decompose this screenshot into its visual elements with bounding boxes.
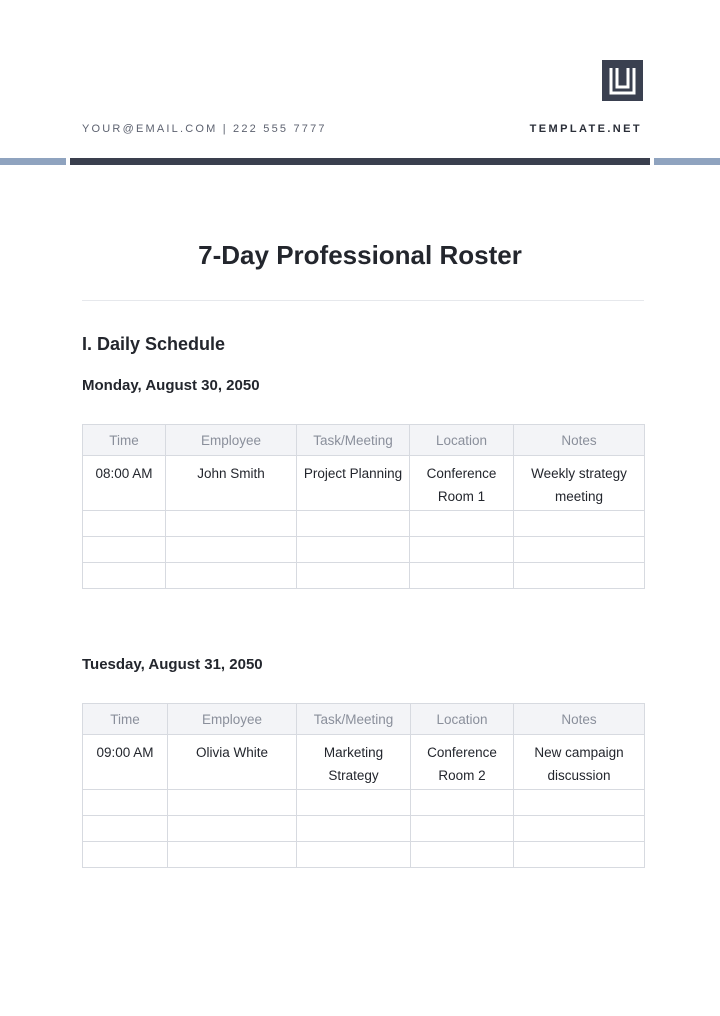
column-header-task: Task/Meeting <box>297 425 410 456</box>
cell-location <box>411 816 514 842</box>
cell-notes <box>514 511 645 537</box>
cell-time: 09:00 AM <box>83 735 168 790</box>
page-title: 7-Day Professional Roster <box>198 240 522 270</box>
cell-task <box>297 816 411 842</box>
cell-task <box>297 537 410 563</box>
column-header-time: Time <box>83 704 168 735</box>
table-row <box>83 790 645 816</box>
cell-location <box>410 511 514 537</box>
table-row <box>83 537 645 563</box>
cell-time <box>83 790 168 816</box>
table-header-row <box>83 425 645 456</box>
cell-location <box>411 790 514 816</box>
cell-employee: John Smith <box>166 456 297 511</box>
cell-employee <box>168 842 297 868</box>
cell-employee <box>166 511 297 537</box>
cell-employee <box>166 563 297 589</box>
header-accent-bar-left <box>0 158 66 165</box>
column-header-notes: Notes <box>514 425 645 456</box>
header-accent-bar-right <box>654 158 720 165</box>
title-divider <box>82 300 644 301</box>
table-row <box>83 456 645 511</box>
day-heading-monday: Monday, August 30, 2050 <box>82 377 260 394</box>
cell-task: Marketing Strategy <box>297 735 411 790</box>
cell-notes <box>514 790 645 816</box>
cell-time <box>83 842 168 868</box>
schedule-table-monday <box>82 424 645 589</box>
cell-time <box>83 563 166 589</box>
cell-location <box>410 537 514 563</box>
cell-task <box>297 842 411 868</box>
section-heading: I. Daily Schedule <box>82 334 226 354</box>
column-header-location: Location <box>411 704 514 735</box>
cell-task <box>297 511 410 537</box>
cell-task <box>297 790 411 816</box>
cell-employee <box>168 790 297 816</box>
table-row <box>83 842 645 868</box>
table-row <box>83 563 645 589</box>
table-row <box>83 511 645 537</box>
table-row <box>83 816 645 842</box>
column-header-notes: Notes <box>514 704 645 735</box>
column-header-location: Location <box>410 425 514 456</box>
cell-employee: Olivia White <box>168 735 297 790</box>
cell-notes <box>514 563 645 589</box>
template-net-logo-icon <box>602 60 643 101</box>
brand-name: TEMPLATE.NET <box>529 123 642 135</box>
cell-notes: Weekly strategy meeting <box>514 456 645 511</box>
cell-location <box>410 563 514 589</box>
cell-task <box>297 563 410 589</box>
header-divider-bar <box>70 158 650 165</box>
cell-notes: New campaign discussion <box>514 735 645 790</box>
column-header-employee: Employee <box>166 425 297 456</box>
cell-notes <box>514 842 645 868</box>
cell-notes <box>514 816 645 842</box>
cell-time: 08:00 AM <box>83 456 166 511</box>
cell-location <box>411 842 514 868</box>
contact-info: YOUR@EMAIL.COM | 222 555 7777 <box>82 123 327 135</box>
cell-task: Project Planning <box>297 456 410 511</box>
column-header-task: Task/Meeting <box>297 704 411 735</box>
cell-notes <box>514 537 645 563</box>
cell-time <box>83 816 168 842</box>
cell-employee <box>166 537 297 563</box>
table-row <box>83 735 645 790</box>
cell-time <box>83 511 166 537</box>
day-heading-tuesday: Tuesday, August 31, 2050 <box>82 656 263 673</box>
cell-employee <box>168 816 297 842</box>
column-header-time: Time <box>83 425 166 456</box>
column-header-employee: Employee <box>168 704 297 735</box>
cell-time <box>83 537 166 563</box>
cell-location: Conference Room 1 <box>410 456 514 511</box>
table-header-row <box>83 704 645 735</box>
schedule-table-tuesday <box>82 703 645 868</box>
cell-location: Conference Room 2 <box>411 735 514 790</box>
